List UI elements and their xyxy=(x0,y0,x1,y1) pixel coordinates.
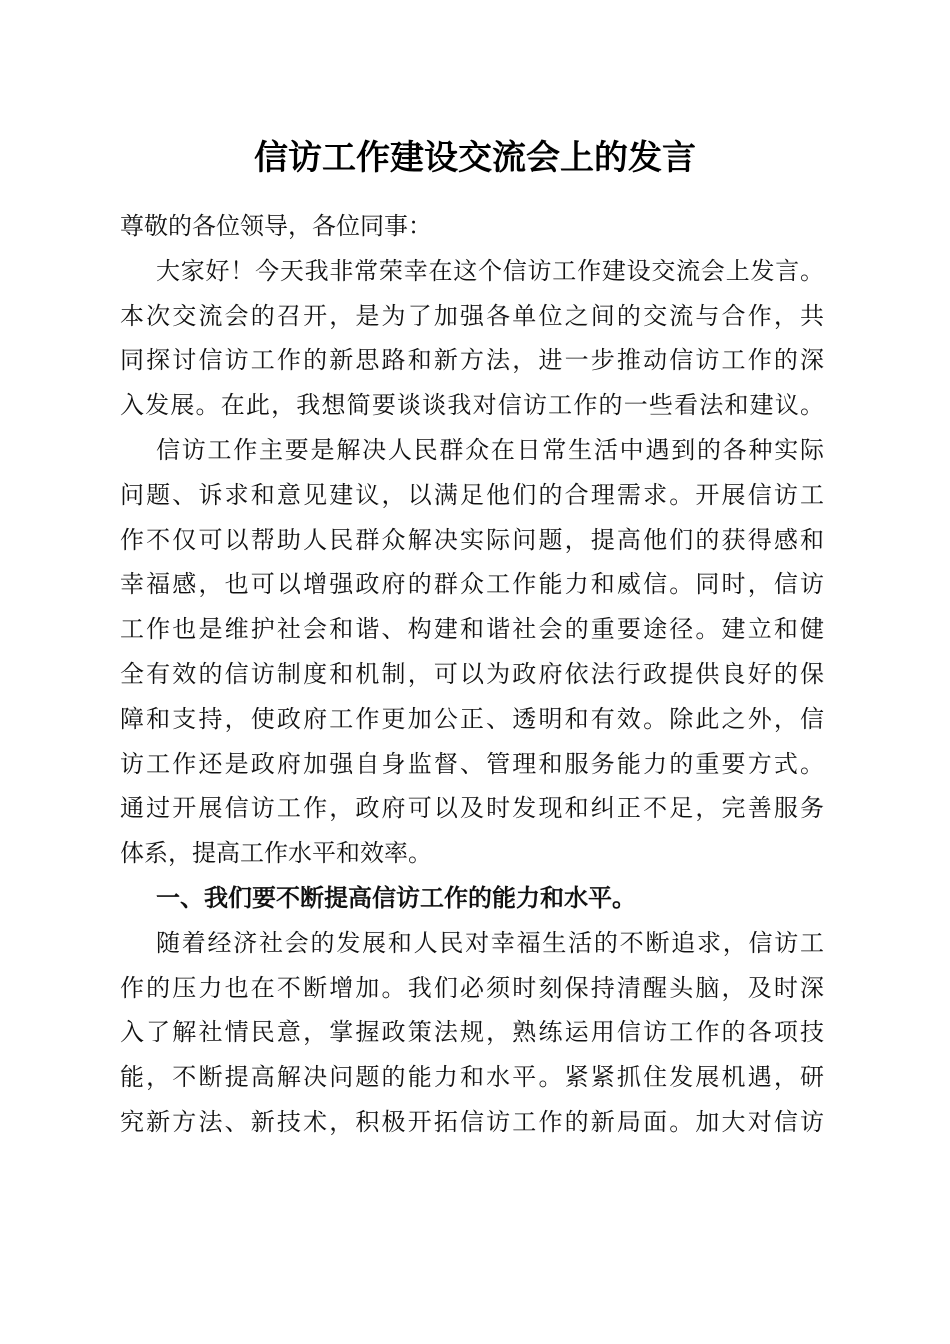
document-body xyxy=(120,204,824,1145)
paragraph-line: 作的压力也在不断增加。我们必须时刻保持清醒头脑，及时深 xyxy=(120,973,824,1002)
paragraph-line: 体系，提高工作水平和效率。 xyxy=(120,839,432,868)
paragraph-line: 能，不断提高解决问题的能力和水平。紧紧抓住发展机遇，研 xyxy=(120,1063,824,1092)
paragraph-line: 通过开展信访工作，政府可以及时发现和纠正不足，完善服务 xyxy=(120,794,824,823)
paragraph-line: 障和支持，使政府工作更加公正、透明和有效。除此之外，信 xyxy=(120,704,824,733)
paragraph-line: 本次交流会的召开，是为了加强各单位之间的交流与合作，共 xyxy=(120,301,824,330)
paragraph-line: 问题、诉求和意见建议，以满足他们的合理需求。开展信访工 xyxy=(120,480,824,509)
paragraph-line: 随着经济社会的发展和人民对幸福生活的不断追求，信访工 xyxy=(156,928,824,957)
paragraph-line: 作不仅可以帮助人民群众解决实际问题，提高他们的获得感和 xyxy=(120,525,824,554)
document-title: 信访工作建设交流会上的发言 xyxy=(254,138,696,178)
paragraph-line: 入发展。在此，我想简要谈谈我对信访工作的一些看法和建议。 xyxy=(120,391,824,420)
paragraph-line: 访工作还是政府加强自身监督、管理和服务能力的重要方式。 xyxy=(120,749,824,778)
salutation: 尊敬的各位领导，各位同事： xyxy=(120,212,432,240)
paragraph-line: 入了解社情民意，掌握政策法规，熟练运用信访工作的各项技 xyxy=(120,1018,824,1047)
paragraph-line: 大家好！今天我非常荣幸在这个信访工作建设交流会上发言。 xyxy=(156,256,824,285)
paragraph-line: 同探讨信访工作的新思路和新方法，进一步推动信访工作的深 xyxy=(120,346,824,375)
paragraph-line: 工作也是维护社会和谐、构建和谐社会的重要途径。建立和健 xyxy=(120,615,824,644)
section-heading-1: 一、我们要不断提高信访工作的能力和水平。 xyxy=(156,883,636,912)
paragraph-line: 信访工作主要是解决人民群众在日常生活中遇到的各种实际 xyxy=(156,435,824,464)
paragraph-line: 究新方法、新技术，积极开拓信访工作的新局面。加大对信访 xyxy=(120,1107,824,1136)
paragraph-line: 幸福感，也可以增强政府的群众工作能力和威信。同时，信访 xyxy=(120,570,824,599)
paragraph-line: 全有效的信访制度和机制，可以为政府依法行政提供良好的保 xyxy=(120,659,824,688)
